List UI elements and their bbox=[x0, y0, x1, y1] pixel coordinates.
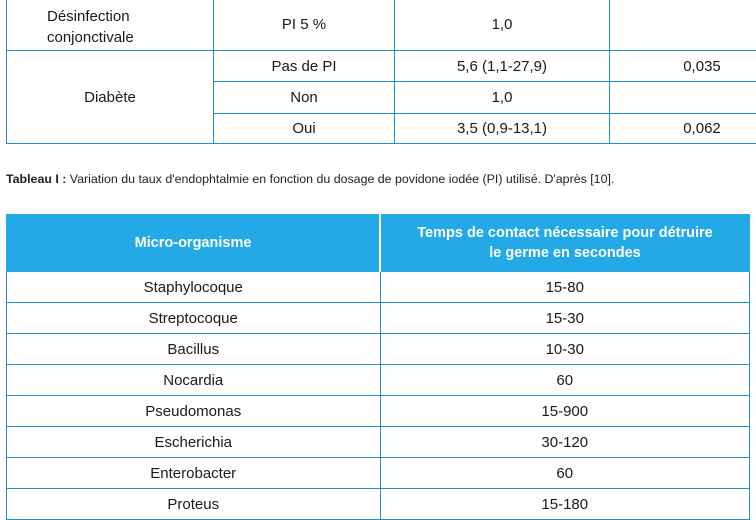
caption-label: Tableau I : bbox=[6, 172, 66, 186]
table-cell: 0,062 bbox=[610, 114, 756, 144]
time-cell: 15-80 bbox=[380, 272, 750, 303]
header-micro-organism: Micro-organisme bbox=[7, 215, 381, 272]
table-cell: Oui bbox=[214, 114, 395, 144]
organism-cell: Staphylocoque bbox=[7, 272, 381, 303]
time-cell: 60 bbox=[380, 458, 750, 489]
table-row bbox=[7, 489, 750, 520]
organism-cell: Nocardia bbox=[7, 365, 381, 396]
table-row bbox=[7, 82, 756, 114]
organism-cell: Bacillus bbox=[7, 334, 381, 365]
organism-cell: Proteus bbox=[7, 489, 381, 520]
table-row bbox=[7, 334, 750, 365]
table-row bbox=[7, 272, 750, 303]
header-line-1: Temps de contact nécessaire pour détruire bbox=[381, 223, 749, 243]
table-cell: Pas de PI bbox=[214, 51, 395, 82]
table-cell bbox=[7, 114, 214, 144]
time-cell: 15-900 bbox=[380, 396, 750, 427]
contact-time-table bbox=[6, 214, 750, 520]
table-row bbox=[7, 114, 756, 144]
cell-text: Désinfection conjonctivale bbox=[47, 2, 213, 48]
time-cell: 60 bbox=[380, 365, 750, 396]
table-row bbox=[7, 458, 750, 489]
table-row bbox=[7, 427, 750, 458]
table-row bbox=[7, 0, 756, 51]
organism-cell: Streptocoque bbox=[7, 303, 381, 334]
table-cell bbox=[610, 82, 756, 114]
table-cell bbox=[7, 0, 214, 51]
table-cell: 1,0 bbox=[395, 0, 610, 51]
organism-cell: Pseudomonas bbox=[7, 396, 381, 427]
header-contact-time bbox=[380, 215, 750, 272]
table-caption bbox=[6, 172, 614, 186]
time-cell: 10-30 bbox=[380, 334, 750, 365]
table-row bbox=[7, 51, 756, 82]
table-header-row bbox=[7, 215, 750, 272]
table-row bbox=[7, 303, 750, 334]
table-cell bbox=[610, 0, 756, 51]
table-cell: PI 5 % bbox=[214, 0, 395, 51]
table-cell: 5,6 (1,1-27,9) bbox=[395, 51, 610, 82]
table-cell: 1,0 bbox=[395, 82, 610, 114]
organism-cell: Escherichia bbox=[7, 427, 381, 458]
time-cell: 15-30 bbox=[380, 303, 750, 334]
caption-text: Variation du taux d'endophtalmie en fonction du dosage de povidone iodée (PI) utilisé. D'après [10]. bbox=[66, 172, 614, 186]
table-row bbox=[7, 365, 750, 396]
time-cell: 30-120 bbox=[380, 427, 750, 458]
table-cell bbox=[7, 51, 214, 82]
table-cell: 0,035 bbox=[610, 51, 756, 82]
header-line-2: le germe en secondes bbox=[381, 243, 749, 263]
table-cell: Diabète bbox=[7, 82, 214, 114]
organism-cell: Enterobacter bbox=[7, 458, 381, 489]
table-row bbox=[7, 396, 750, 427]
table-cell: Non bbox=[214, 82, 395, 114]
time-cell: 15-180 bbox=[380, 489, 750, 520]
table-cell: 3,5 (0,9-13,1) bbox=[395, 114, 610, 144]
endophthalmitis-table bbox=[6, 0, 756, 144]
